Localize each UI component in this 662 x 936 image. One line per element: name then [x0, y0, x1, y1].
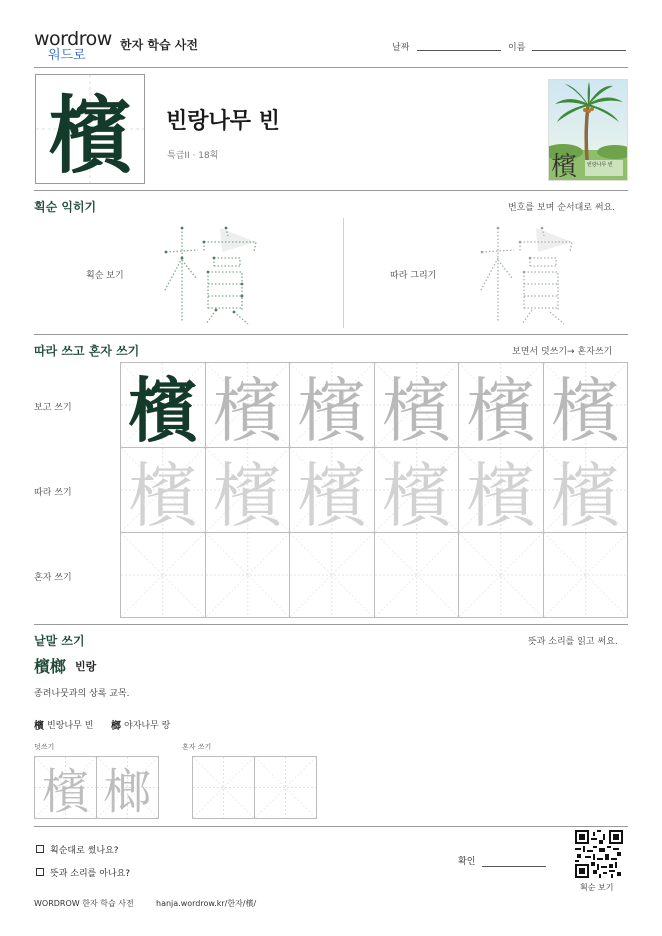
trace-cell[interactable] — [289, 362, 375, 448]
practice-character: 檳 — [127, 368, 198, 448]
stroke-section-title: 획순 익히기 — [34, 200, 97, 214]
practice-character: 檳 — [381, 369, 452, 448]
practice-character: 檳 — [381, 454, 452, 533]
trace-cell[interactable] — [205, 447, 291, 533]
trace-cell[interactable] — [120, 447, 206, 533]
checklist-item: 획순대로 썼나요? — [50, 846, 119, 856]
name-field[interactable] — [532, 50, 626, 51]
word-char: 檳 — [34, 721, 44, 732]
word-solo-cell[interactable] — [192, 756, 255, 819]
checkbox-stroke-order[interactable] — [36, 845, 44, 853]
practice-row-label: 따라 쓰기 — [34, 488, 72, 498]
word-trace-cell[interactable] — [96, 756, 159, 819]
solo-write-cell[interactable] — [205, 532, 291, 618]
word-char-gloss: 빈랑나무 빈 — [47, 721, 94, 731]
footer-url[interactable]: hanja.wordrow.kr/한자/檳/ — [156, 899, 257, 908]
trace-cell[interactable] — [543, 447, 629, 533]
trace-cell[interactable] — [458, 447, 544, 533]
hero-character: 檳 — [47, 85, 132, 184]
stroke-trace-diagram[interactable] — [474, 222, 582, 326]
practice-character: 檳 — [212, 369, 283, 448]
footer-brand: WORDROW 한자 학습 사전 — [34, 899, 134, 908]
stroke-section-hint: 번호를 보며 순서대로 써요. — [508, 203, 616, 213]
word-section-bottom — [34, 826, 628, 827]
hero-meaning: 빈랑나무 빈 — [166, 109, 280, 134]
trace-cell[interactable] — [205, 362, 291, 448]
hero-character-box — [35, 74, 145, 184]
word-trace-character: 榔 — [103, 764, 152, 819]
word-trace-cell[interactable] — [34, 756, 97, 819]
trace-cell[interactable] — [289, 447, 375, 533]
trace-label: 덧쓰기 — [34, 743, 55, 751]
header-divider — [34, 67, 628, 68]
word-solo-cell[interactable] — [254, 756, 317, 819]
qr-code[interactable] — [575, 830, 623, 878]
stroke-section-divider — [343, 218, 344, 328]
practice-section-title: 따라 쓰고 혼자 쓰기 — [34, 344, 140, 358]
practice-character: 檳 — [127, 454, 198, 533]
practice-character: 檳 — [550, 454, 621, 533]
trace-cell[interactable] — [374, 362, 460, 448]
hero-meta: 특급II · 18획 — [167, 151, 219, 161]
word-char: 榔 — [111, 721, 121, 732]
thumbnail-character: 檳 — [551, 152, 578, 181]
practice-character: 檳 — [465, 369, 536, 448]
model-character-cell[interactable] — [120, 362, 206, 448]
word-definition: 종려나뭇과의 상록 교목. — [34, 689, 130, 699]
practice-character: 檳 — [296, 369, 367, 448]
word-section-hint: 뜻과 소리를 읽고 써요. — [528, 637, 618, 647]
stroke-trace-label: 따라 그리기 — [390, 271, 437, 281]
confirm-label: 확인 — [458, 857, 476, 867]
practice-character: 檳 — [212, 454, 283, 533]
stroke-section-bottom — [34, 334, 628, 335]
solo-write-cell[interactable] — [543, 532, 629, 618]
logo — [34, 28, 112, 65]
palm-illustration — [548, 79, 628, 181]
word-char-gloss: 야자나무 랑 — [124, 721, 171, 731]
word-section-title: 낱말 쓰기 — [34, 634, 85, 648]
stroke-view-label: 획순 보기 — [86, 271, 124, 281]
practice-character: 檳 — [550, 369, 621, 448]
solo-label: 혼자 쓰기 — [182, 743, 212, 751]
header-title: 한자 학습 사전 — [120, 38, 198, 52]
confirm-field[interactable] — [482, 866, 546, 867]
name-label: 이름 — [508, 43, 526, 53]
thumbnail-caption: 빈랑나무 빈 — [587, 162, 613, 168]
checklist-item: 뜻과 소리를 아나요? — [50, 869, 131, 879]
date-label: 날짜 — [392, 43, 410, 53]
checkbox-meaning[interactable] — [36, 868, 44, 876]
word-trace-character: 檳 — [41, 764, 90, 819]
qr-caption: 획순 보기 — [580, 883, 614, 892]
logo-korean: 워드로 — [48, 48, 86, 63]
practice-row-label: 보고 쓰기 — [34, 403, 72, 413]
practice-character: 檳 — [465, 454, 536, 533]
solo-write-cell[interactable] — [120, 532, 206, 618]
practice-row-label: 혼자 쓰기 — [34, 573, 72, 583]
trace-cell[interactable] — [543, 362, 629, 448]
solo-write-cell[interactable] — [458, 532, 544, 618]
logo-wordmark: wordrow — [34, 28, 112, 50]
practice-character: 檳 — [296, 454, 367, 533]
word-reading: 빈랑 — [75, 660, 97, 673]
solo-write-cell[interactable] — [289, 532, 375, 618]
practice-section-hint: 보면서 덧쓰기→ 혼자쓰기 — [512, 347, 613, 357]
solo-write-cell[interactable] — [374, 532, 460, 618]
trace-cell[interactable] — [458, 362, 544, 448]
trace-cell[interactable] — [374, 447, 460, 533]
date-field[interactable] — [417, 50, 501, 51]
practice-section-bottom — [34, 624, 628, 625]
stroke-order-diagram — [158, 222, 266, 326]
word-hanja: 檳榔 — [34, 657, 67, 676]
hero-divider — [34, 190, 628, 191]
